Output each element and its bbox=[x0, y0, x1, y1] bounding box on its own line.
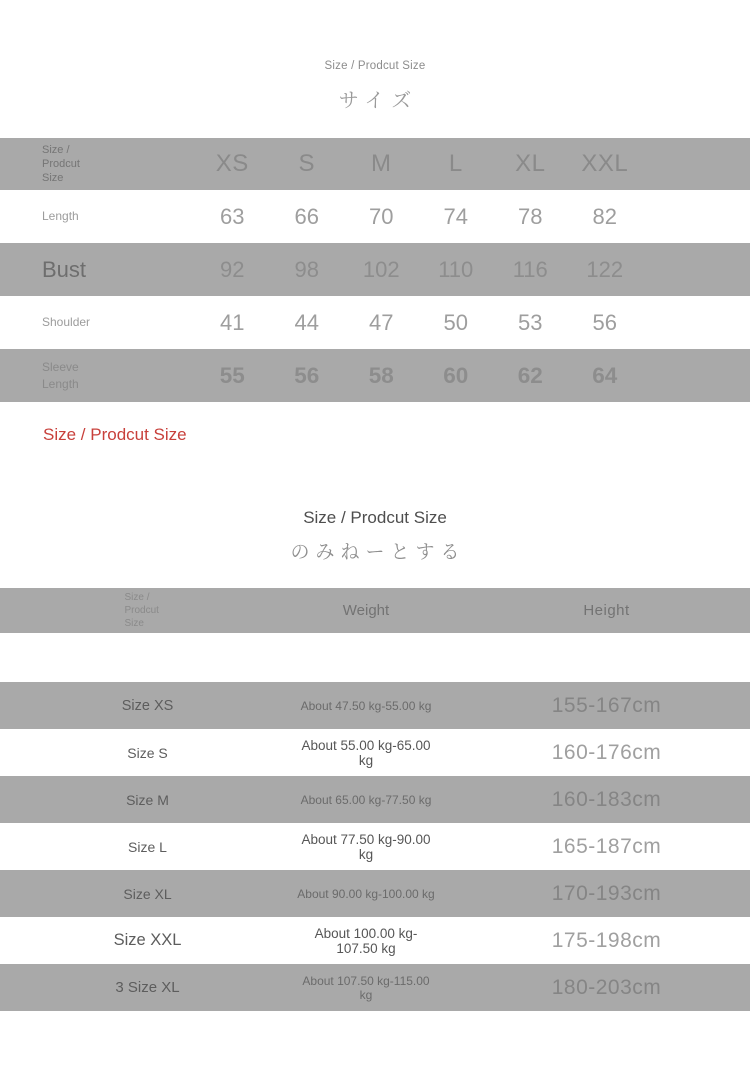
row-label: Shoulder bbox=[42, 315, 91, 330]
size-cell: Size S bbox=[127, 744, 168, 761]
table-row-size-xxl bbox=[0, 917, 750, 964]
shoulder-xs: 41 bbox=[220, 309, 245, 335]
column-header-height: Height bbox=[583, 602, 630, 619]
table-row-sleeve-length bbox=[0, 349, 750, 402]
sleeve-m: 58 bbox=[368, 362, 394, 388]
weight-cell: About 47.50 kg-55.00 kg bbox=[300, 698, 432, 713]
height-cell: 160-176cm bbox=[551, 740, 662, 764]
column-header-xxl: XXL bbox=[581, 150, 629, 177]
height-cell: 170-193cm bbox=[551, 881, 662, 905]
weight-cell: About 65.00 kg-77.50 kg bbox=[300, 792, 432, 807]
size-section-subtitle: Size / Prodcut Size bbox=[324, 60, 426, 72]
size-cell: Size XXL bbox=[113, 931, 182, 949]
column-header-m: M bbox=[371, 150, 392, 177]
corner-label: Size / Prodcut Size bbox=[42, 143, 80, 185]
weight-cell: About 107.50 kg-115.00 kg bbox=[302, 973, 430, 1002]
length-xl: 78 bbox=[518, 203, 543, 229]
column-header-xs: XS bbox=[215, 150, 249, 177]
measurement-table-corner bbox=[0, 143, 195, 185]
row-label: Bust bbox=[42, 256, 87, 282]
sleeve-xxl: 64 bbox=[592, 362, 618, 388]
column-header-s: S bbox=[298, 150, 315, 177]
size-section-heading bbox=[0, 0, 750, 138]
table-row-size-l bbox=[0, 823, 750, 870]
measurement-table bbox=[0, 138, 750, 402]
size-cell: Size XL bbox=[123, 885, 172, 902]
weight-cell: About 55.00 kg-65.00 kg bbox=[301, 737, 431, 768]
weight-cell: About 100.00 kg-107.50 kg bbox=[314, 925, 418, 956]
height-cell: 165-187cm bbox=[551, 834, 662, 858]
table-row-bust bbox=[0, 243, 750, 296]
shoulder-xl: 53 bbox=[518, 309, 543, 335]
measurement-table-header-row bbox=[0, 138, 750, 190]
height-cell: 180-203cm bbox=[551, 975, 662, 999]
column-header-weight: Weight bbox=[342, 602, 390, 619]
bust-xxl: 122 bbox=[586, 256, 624, 282]
table-row-length bbox=[0, 190, 750, 243]
fit-section-subtitle: Size / Prodcut Size bbox=[303, 508, 447, 527]
fit-table-header-row bbox=[0, 588, 750, 633]
table-row-3-size-xl bbox=[0, 964, 750, 1011]
height-cell: 155-167cm bbox=[551, 693, 662, 717]
length-s: 66 bbox=[294, 203, 319, 229]
corner-label: Size / Prodcut Size bbox=[124, 592, 159, 629]
table-row-size-xs bbox=[0, 682, 750, 729]
bust-s: 98 bbox=[294, 256, 319, 282]
height-cell: 175-198cm bbox=[551, 928, 662, 952]
fit-table bbox=[0, 588, 750, 1011]
sleeve-s: 56 bbox=[294, 362, 320, 388]
fit-section-title-jp: のみねーとする bbox=[290, 542, 466, 563]
shoulder-s: 44 bbox=[294, 309, 319, 335]
size-cell: 3 Size XL bbox=[115, 979, 180, 996]
weight-cell: About 90.00 kg-100.00 kg bbox=[297, 886, 435, 901]
table-row-size-xl bbox=[0, 870, 750, 917]
length-xs: 63 bbox=[220, 203, 245, 229]
bust-xl: 116 bbox=[512, 256, 548, 282]
size-cell: Size XS bbox=[121, 697, 174, 714]
weight-cell: About 77.50 kg-90.00 kg bbox=[301, 831, 431, 862]
fit-section-heading bbox=[0, 507, 750, 564]
table-row-shoulder bbox=[0, 296, 750, 349]
shoulder-m: 47 bbox=[369, 309, 394, 335]
column-header-l: L bbox=[448, 150, 463, 177]
row-label: Length bbox=[42, 209, 79, 224]
table-spacer bbox=[0, 633, 750, 682]
table-row-size-m bbox=[0, 776, 750, 823]
size-cell: Size L bbox=[128, 838, 167, 855]
bust-m: 102 bbox=[362, 256, 400, 282]
sleeve-xl: 62 bbox=[517, 362, 543, 388]
row-label: Sleeve Length bbox=[42, 360, 79, 391]
red-size-note: Size / Prodcut Size bbox=[43, 425, 187, 444]
length-l: 74 bbox=[443, 203, 468, 229]
size-section-title-jp: サイズ bbox=[338, 90, 419, 112]
bust-l: 110 bbox=[438, 256, 474, 282]
length-xxl: 82 bbox=[592, 203, 617, 229]
shoulder-xxl: 56 bbox=[592, 309, 617, 335]
sleeve-l: 60 bbox=[443, 362, 469, 388]
sleeve-xs: 55 bbox=[219, 362, 245, 388]
size-cell: Size M bbox=[126, 791, 169, 808]
length-m: 70 bbox=[369, 203, 394, 229]
height-cell: 160-183cm bbox=[551, 787, 662, 811]
shoulder-l: 50 bbox=[443, 309, 468, 335]
table-row-size-s bbox=[0, 729, 750, 776]
column-header-xl: XL bbox=[515, 150, 546, 177]
bust-xs: 92 bbox=[220, 256, 245, 282]
